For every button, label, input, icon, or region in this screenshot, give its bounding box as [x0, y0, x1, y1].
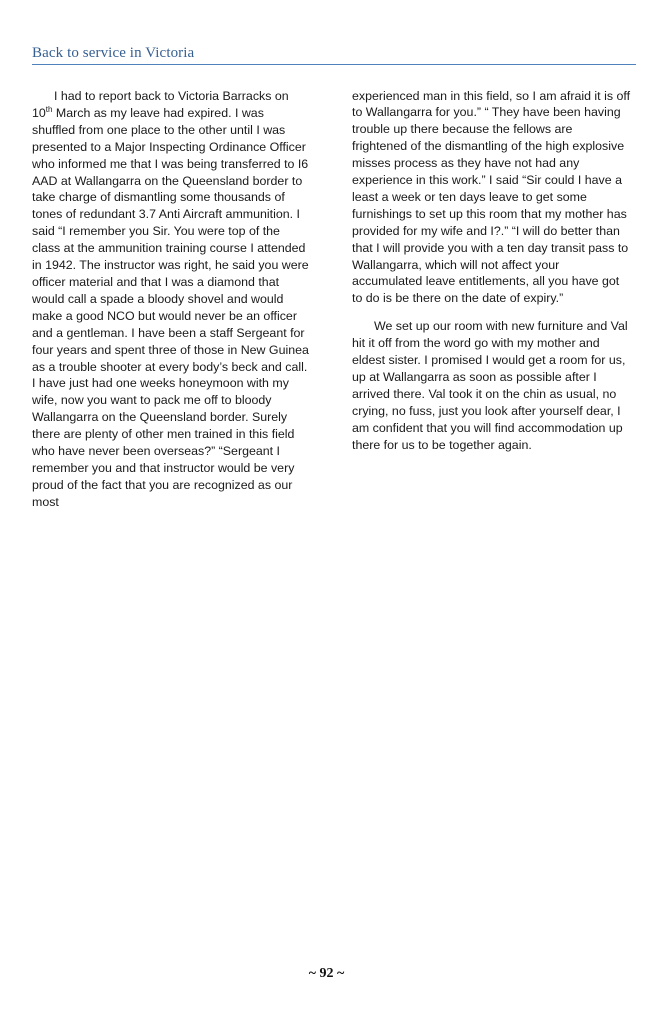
paragraph-text-continued: March as my leave had expired. I was shuffled from one place to the other until I was presented to a Major Inspecting Ordinance Officer who informed me that I was being transferred to I6 AAD at Wallangarra on the Queensland border to take charge of dismantling some thousands of tones of redundant 3.7 Anti Aircraft ammunition. I said “I remember you Sir. You were top of the class at the ammunition training course I attended in 1942. The instructor was right, he said you were officer material and that I was a diamond that would call a spade a bloody shovel and would make a good NCO but would never be an officer and a gentleman. I have been a staff Sergeant for four years and spent three of those in New Guinea as a trouble shooter at every body’s beck and call. I have just had one weeks honeymoon with my wife, now you want to pack me off to bloody Wallangarra on the Queensland border. Surely there are plenty of other men trained in this field who have never been overseas?” “Sergeant I remember you and that instructor would be very proud of the fact that you are recognized as our most — [32, 105, 309, 509]
running-header — [32, 44, 636, 65]
chapter-title: Back to service in Victoria — [32, 45, 195, 61]
ordinal-superscript: th — [45, 104, 53, 114]
paragraph-continuation: experienced man in this field, so I am afraid it is off to Wallangarra for you.” “ They have been having trouble up there because the fellows are frightened of the dismantling of the high explosive misses process as they have not had any experience in this work.” I said “Sir could I have a least a week or ten days leave to get some furnishings to set up this room that my mother has provided for my wife and I?.” “I will do better than that I will provide you with a ten day transit pass to Wallangarra, which will not affect your accumulated leave entitlements, all you have got to do is be there on the date of expiry.” — [352, 88, 631, 306]
paragraph-text-start: I had to report back to Victoria Barracks on 10 — [32, 89, 289, 120]
paragraph: We set up our room with new furniture and Val hit it off from the word go with my mother and eldest sister. I promised I would get a room for us, up at Wallangarra as soon as possible after I arrived there. Val took it on the chin as usual, no crying, no fuss, just you look after yourself dear, I am confident that you will find accommodation up there for us to be together again. — [352, 319, 628, 452]
right-column — [352, 88, 630, 465]
left-column — [32, 88, 310, 522]
page-number: ~ 92 ~ — [308, 966, 345, 981]
paragraph — [32, 88, 310, 511]
